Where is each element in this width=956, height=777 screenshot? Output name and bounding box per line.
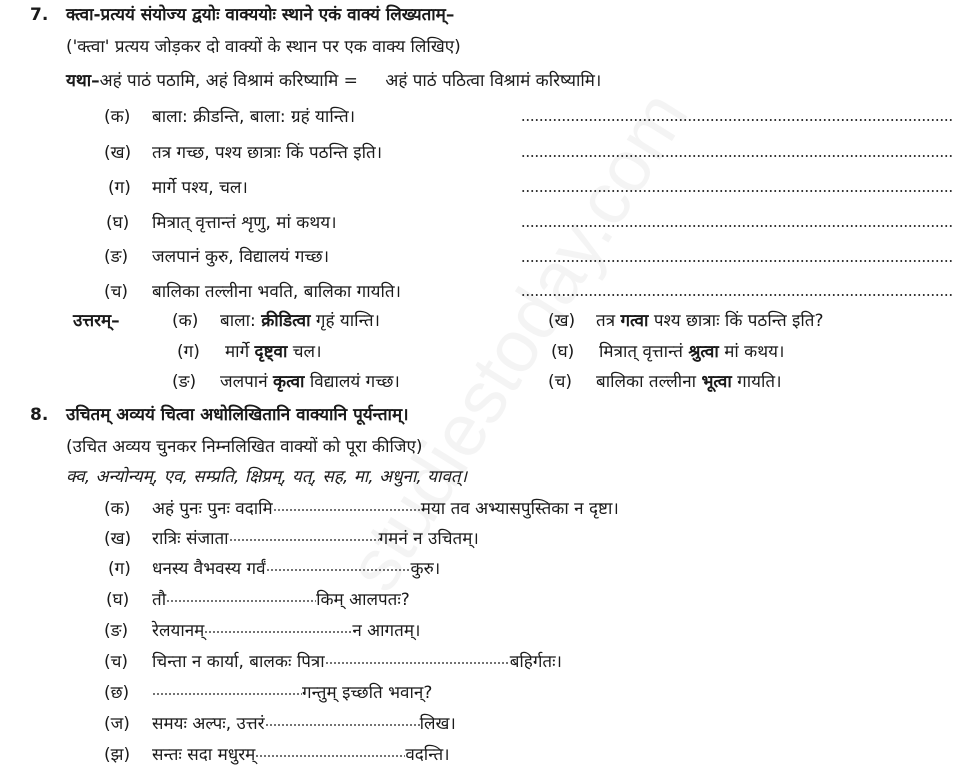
answer-item: (ग) मार्गे दृष्ट्वा चल।: [177, 342, 322, 362]
question-subtitle: (उचित अव्यय चुनकर निम्नलिखित वाक्यों को पूरा कीजिए): [66, 437, 423, 457]
example-text: अहं पाठं पठामि, अहं विश्रामं करिष्यामि =: [99, 71, 358, 91]
fill-blank[interactable]: [255, 755, 405, 757]
list-item: (ग) मार्गे पश्य, चल।: [108, 178, 248, 198]
question-title: उचितम् अव्ययं चित्वा अधोलिखितानि वाक्यानि पूर्यन्ताम्।: [66, 405, 409, 425]
list-item: (च) चिन्ता न कार्या, बालकः पित्रा बहिर्गतः।: [104, 652, 562, 672]
list-item: (ग) धनस्य वैभवस्य गर्वं कुरु।: [108, 559, 441, 579]
answer-blank[interactable]: [521, 119, 953, 121]
answer-item: (ङ) जलपानं कृत्वा विद्यालयं गच्छ।: [172, 372, 400, 392]
example-answer: अहं पाठं पठित्वा विश्रामं करिष्यामि।: [385, 71, 602, 91]
fill-blank[interactable]: [265, 724, 420, 726]
list-item: (ज) समयः अल्पः, उत्तरं लिख।: [104, 714, 456, 734]
question-subtitle: ('क्त्वा' प्रत्यय जोड़कर दो वाक्यों के स्थान पर एक वाक्य लिखिए): [66, 37, 461, 57]
list-item: (क) बाला: क्रीडन्ति, बाला: ग्रहं यान्ति।: [104, 107, 356, 127]
question-number: 7.: [30, 5, 49, 25]
question-number: 8.: [30, 405, 49, 425]
list-item: (घ) मित्रात् वृत्तान्तं शृणु, मां कथय।: [106, 213, 337, 233]
list-item: (च) बालिका तल्लीना भवति, बालिका गायति।: [104, 282, 402, 302]
answer-item: (च) बालिका तल्लीना भूत्वा गायति।: [548, 372, 782, 392]
question-title: क्त्वा-प्रत्ययं संयोज्य द्वयोः वाक्ययोः स्थाने एकं वाक्यं लिख्यताम्–: [66, 5, 455, 25]
list-item: (छ) गन्तुम् इच्छति भवान्?: [104, 683, 433, 703]
answer-heading: उत्तरम्–: [73, 311, 120, 331]
answer-blank[interactable]: [521, 294, 953, 296]
answer-blank[interactable]: [521, 225, 953, 227]
fill-blank[interactable]: [273, 509, 421, 511]
list-item: (ङ) रेलयानम् न आगतम्।: [104, 621, 421, 641]
list-item: (झ) सन्तः सदा मधुरम् वदन्ति।: [104, 745, 450, 765]
answer-blank[interactable]: [521, 260, 953, 262]
fill-blank[interactable]: [152, 693, 302, 695]
fill-blank[interactable]: [266, 569, 411, 571]
fill-blank[interactable]: [204, 631, 352, 633]
list-item: (ख) रात्रिः संजाता गमनं न उचितम्।: [104, 529, 479, 549]
fill-blank[interactable]: [166, 600, 316, 602]
example-line: [66, 70, 601, 92]
answer-blank[interactable]: [521, 190, 953, 192]
answer-item: (घ) मित्रात् वृत्तान्तं श्रुत्वा मां कथय।: [551, 342, 785, 362]
answer-blank[interactable]: [521, 155, 953, 157]
list-item: (ङ) जलपानं कुरु, विद्यालयं गच्छ।: [104, 247, 330, 267]
list-item: (ख) तत्र गच्छ, पश्य छात्राः किं पठन्ति इति।: [104, 143, 383, 163]
example-label: यथा–: [66, 71, 100, 91]
answer-item: (ख) तत्र गत्वा पश्य छात्राः किं पठन्ति इति?: [548, 311, 824, 331]
fill-blank[interactable]: [229, 539, 379, 541]
list-item: (घ) तौ किम् आलपतः?: [106, 590, 410, 610]
list-item: (क) अहं पुनः पुनः वदामि मया तव अभ्यासपुस्तिका न दृष्टा।: [104, 499, 619, 519]
answer-item: (क) बाला: क्रीडित्वा गृहं यान्ति।: [172, 311, 380, 331]
fill-blank[interactable]: [325, 662, 510, 664]
word-bank: क्व, अन्योन्यम्, एव, सम्प्रति, क्षिप्रम्, यत्, सह, मा, अधुना, यावत्।: [66, 467, 468, 487]
